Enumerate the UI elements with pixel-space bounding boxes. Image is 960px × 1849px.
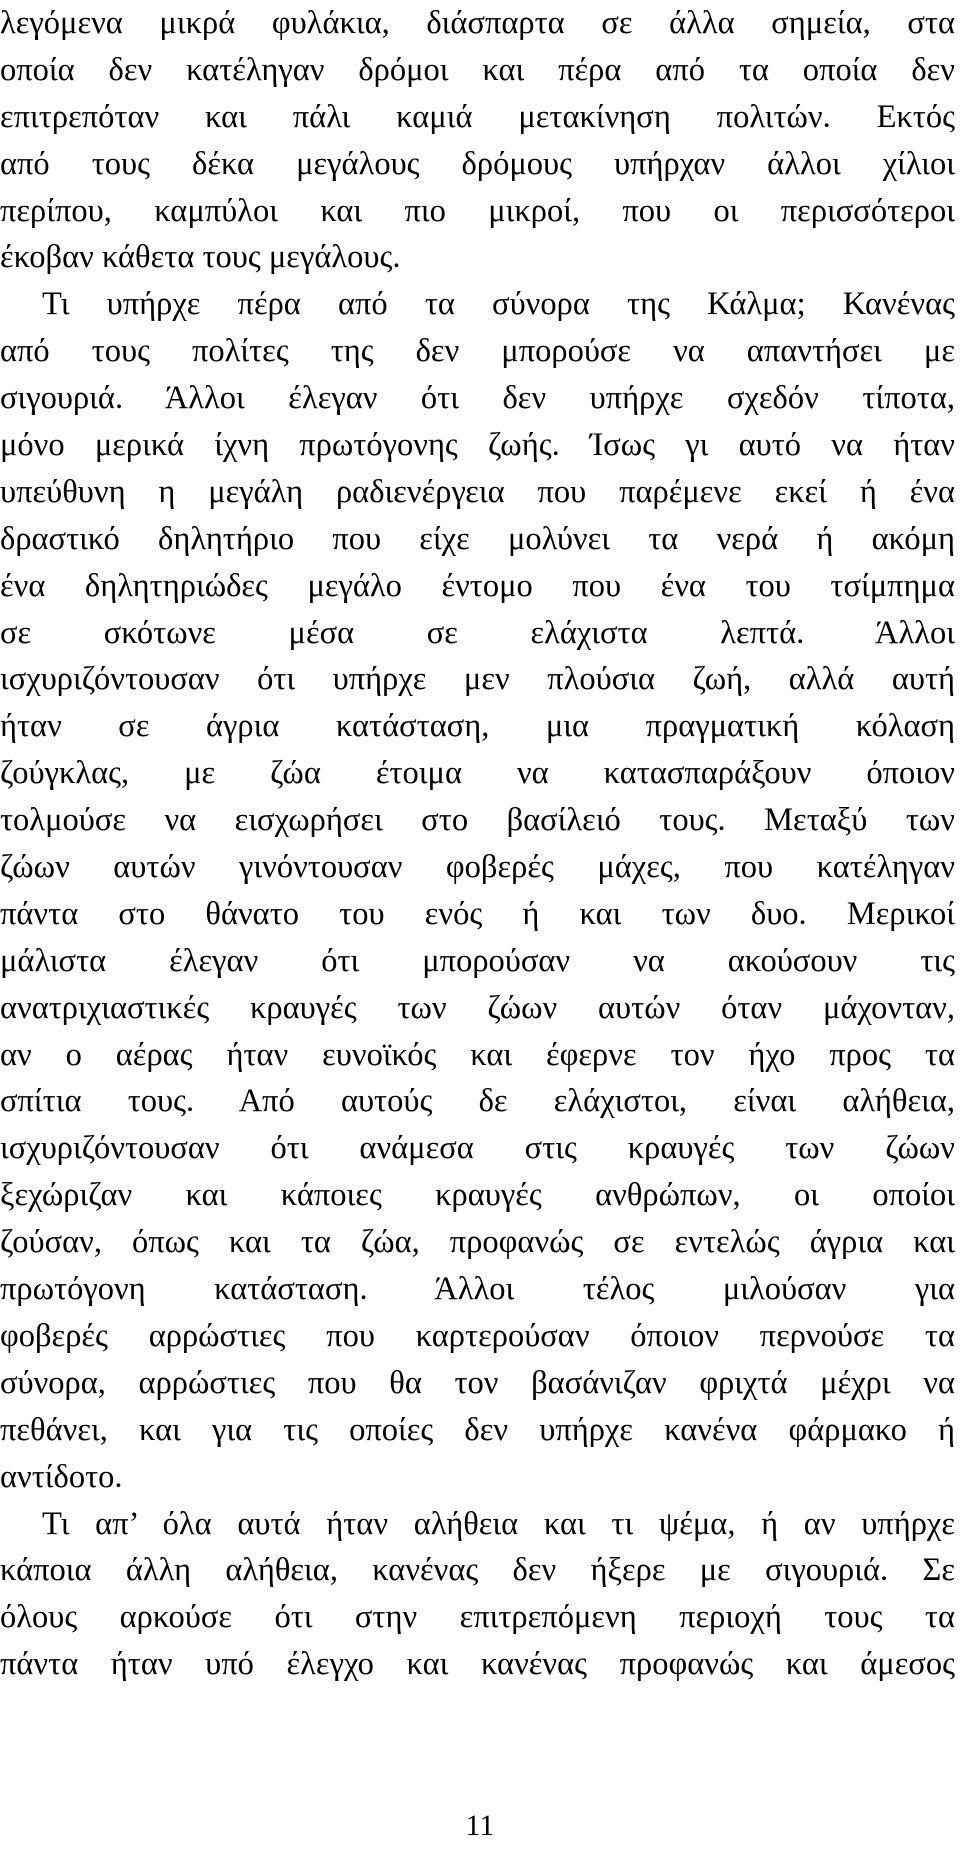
text-line: αντίδοτο.	[0, 1458, 123, 1495]
text-line: σπίτια τους. Από αυτούς δε ελάχιστοι, είναι αλήθεια,	[0, 1083, 955, 1120]
text-line: από τους πολίτες της δεν μπορούσε να απαντήσει με	[0, 333, 955, 370]
text-line: σύνορα, αρρώστιες που θα τον βασάνιζαν φριχτά μέχρι να	[0, 1364, 955, 1401]
text-line: τολμούσε να εισχωρήσει στο βασίλειό τους. Μεταξύ των	[0, 802, 955, 839]
text-line: ανατριχιαστικές κραυγές των ζώων αυτών όταν μάχονταν,	[0, 989, 955, 1026]
page-number: 11	[465, 1809, 495, 1842]
text-line: πρωτόγονη κατάσταση. Άλλοι τέλος μιλούσαν για	[0, 1271, 955, 1308]
text-line: όλους αρκούσε ότι στην επιτρεπόμενη περιοχή τους τα	[0, 1599, 955, 1636]
text-line: ήταν σε άγρια κατάσταση, μια πραγματική κόλαση	[0, 708, 955, 745]
text-line: δραστικό δηλητήριο που είχε μολύνει τα νερά ή ακόμη	[0, 520, 955, 557]
text-line: φοβερές αρρώστιες που καρτερούσαν όποιον περνούσε τα	[0, 1317, 955, 1354]
text-line: πάντα στο θάνατο του ενός ή και των δυο. Μερικοί	[0, 895, 955, 932]
text-line: έκοβαν κάθετα τους μεγάλους.	[0, 239, 401, 276]
text-line: ένα δηλητηριώδες μεγάλο έντομο που ένα του τσίμπημα	[0, 567, 955, 604]
text-line: πεθάνει, και για τις οποίες δεν υπήρχε κανένα φάρμακο ή	[0, 1411, 955, 1448]
text-line: από τους δέκα μεγάλους δρόμους υπήρχαν άλλοι χίλιοι	[0, 145, 955, 182]
text-line: ξεχώριζαν και κάποιες κραυγές ανθρώπων, οι οποίοι	[0, 1177, 955, 1214]
text-line: σε σκότωνε μέσα σε ελάχιστα λεπτά. Άλλοι	[0, 614, 955, 651]
text-line: ισχυριζόντουσαν ότι υπήρχε μεν πλούσια ζωή, αλλά αυτή	[0, 661, 955, 698]
text-line: υπεύθυνη η μεγάλη ραδιενέργεια που παρέμενε εκεί ή ένα	[0, 473, 955, 510]
text-line: ζούσαν, όπως και τα ζώα, προφανώς σε εντελώς άγρια και	[0, 1224, 955, 1261]
text-line: σιγουριά. Άλλοι έλεγαν ότι δεν υπήρχε σχεδόν τίποτα,	[0, 380, 955, 417]
text-line: κάποια άλλη αλήθεια, κανένας δεν ήξερε με σιγουριά. Σε	[0, 1552, 955, 1589]
text-line: Τι υπήρχε πέρα από τα σύνορα της Κάλμα; Κανένας	[42, 286, 955, 323]
text-line: μάλιστα έλεγαν ότι μπορούσαν να ακούσουν τις	[0, 942, 955, 979]
text-line: Τι απ’ όλα αυτά ήταν αλήθεια και τι ψέμα, ή αν υπήρχε	[42, 1505, 955, 1542]
text-line: πάντα ήταν υπό έλεγχο και κανένας προφανώς και άμεσος	[0, 1646, 955, 1683]
text-line: οποία δεν κατέληγαν δρόμοι και πέρα από τα οποία δεν	[0, 51, 955, 88]
text-line: περίπου, καμπύλοι και πιο μικροί, που οι περισσότεροι	[0, 192, 955, 229]
text-line: λεγόμενα μικρά φυλάκια, διάσπαρτα σε άλλα σημεία, στα	[0, 5, 955, 41]
text-line: επιτρεπόταν και πάλι καμιά μετακίνηση πολιτών. Εκτός	[0, 98, 955, 135]
text-line: αν ο αέρας ήταν ευνοϊκός και έφερνε τον ήχο προς τα	[0, 1036, 955, 1073]
text-line: ισχυριζόντουσαν ότι ανάμεσα στις κραυγές των ζώων	[0, 1130, 955, 1167]
text-line: ζούγκλας, με ζώα έτοιμα να κατασπαράξουν όποιον	[0, 755, 955, 792]
text-line: μόνο μερικά ίχνη πρωτόγονης ζωής. Ίσως γι αυτό να ήταν	[0, 427, 955, 464]
text-line: ζώων αυτών γινόντουσαν φοβερές μάχες, που κατέληγαν	[0, 849, 955, 886]
